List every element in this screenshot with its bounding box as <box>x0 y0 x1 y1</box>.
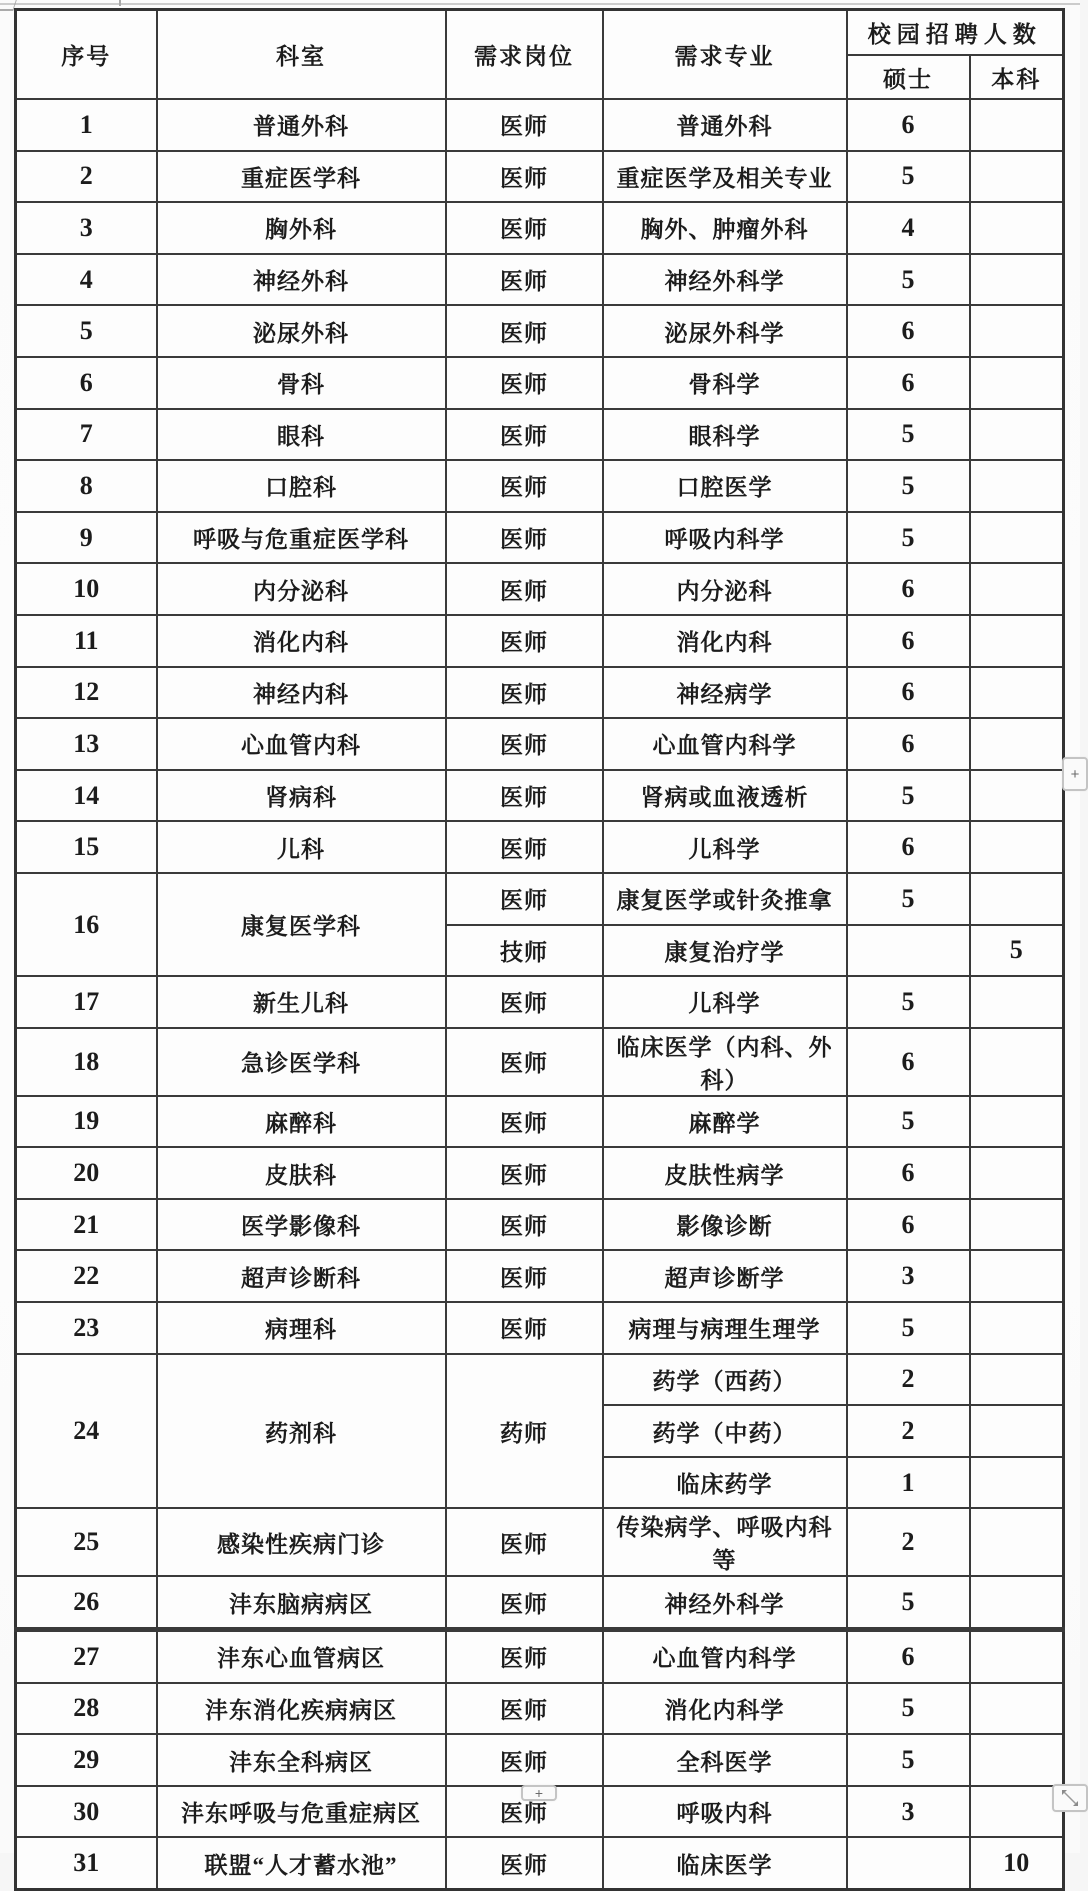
cell-no: 8 <box>16 460 157 512</box>
cell-dept: 消化内科 <box>157 615 446 667</box>
cell-dept: 麻醉科 <box>157 1096 446 1148</box>
cell-master: 6 <box>847 563 970 615</box>
scan-tick-artifact <box>119 0 121 6</box>
table-row <box>16 976 1064 1028</box>
cell-no: 18 <box>16 1028 157 1096</box>
cell-bachelor <box>970 1354 1064 1406</box>
cell-bachelor <box>970 1734 1064 1786</box>
cell-dept: 内分泌科 <box>157 563 446 615</box>
table-row <box>16 1683 1064 1735</box>
table-row <box>16 821 1064 873</box>
cell-dept: 胸外科 <box>157 202 446 254</box>
table-row <box>16 151 1064 203</box>
cell-dept: 重症医学科 <box>157 151 446 203</box>
cell-no: 10 <box>16 563 157 615</box>
cell-dept: 沣东脑病病区 <box>157 1576 446 1629</box>
table-row <box>16 357 1064 409</box>
cell-master: 4 <box>847 202 970 254</box>
cell-major: 消化内科学 <box>603 1683 847 1735</box>
cell-no: 26 <box>16 1576 157 1629</box>
cell-post: 医师 <box>446 1028 603 1096</box>
cell-post: 医师 <box>446 615 603 667</box>
cell-major: 超声诊断学 <box>603 1250 847 1302</box>
cell-master: 5 <box>847 1683 970 1735</box>
cell-post: 医师 <box>446 1147 603 1199</box>
cell-dept: 泌尿外科 <box>157 305 446 357</box>
header-master: 硕士 <box>847 55 970 99</box>
table-row <box>16 615 1064 667</box>
cell-bachelor <box>970 563 1064 615</box>
cell-dept: 眼科 <box>157 409 446 461</box>
cell-dept: 病理科 <box>157 1302 446 1354</box>
cell-bachelor: 10 <box>970 1837 1064 1889</box>
cell-post: 医师 <box>446 460 603 512</box>
cell-major: 皮肤性病学 <box>603 1147 847 1199</box>
cell-bachelor <box>970 151 1064 203</box>
table-row <box>16 409 1064 461</box>
cell-major: 肾病或血液透析 <box>603 770 847 822</box>
cell-master: 5 <box>847 409 970 461</box>
cell-bachelor <box>970 1147 1064 1199</box>
cell-no: 30 <box>16 1786 157 1838</box>
cell-post: 医师 <box>446 254 603 306</box>
cell-bachelor <box>970 615 1064 667</box>
cell-bachelor <box>970 718 1064 770</box>
cell-post: 医师 <box>446 202 603 254</box>
table-row <box>16 1250 1064 1302</box>
cell-major: 心血管内科学 <box>603 1630 847 1683</box>
cell-bachelor <box>970 202 1064 254</box>
add-row-button[interactable]: + <box>521 1785 557 1801</box>
cell-major: 胸外、肿瘤外科 <box>603 202 847 254</box>
cell-master <box>847 1837 970 1889</box>
cell-major: 康复医学或针灸推拿 <box>603 873 847 925</box>
cell-major: 内分泌科 <box>603 563 847 615</box>
cell-bachelor <box>970 1250 1064 1302</box>
cell-dept: 新生儿科 <box>157 976 446 1028</box>
cell-major: 药学（西药） <box>603 1354 847 1406</box>
table-header <box>16 10 1064 100</box>
cell-post: 医师 <box>446 667 603 719</box>
cell-master: 6 <box>847 718 970 770</box>
cell-master: 5 <box>847 1096 970 1148</box>
cell-master: 5 <box>847 254 970 306</box>
cell-no: 5 <box>16 305 157 357</box>
cell-dept: 医学影像科 <box>157 1199 446 1251</box>
cell-bachelor <box>970 1199 1064 1251</box>
cell-no: 11 <box>16 615 157 667</box>
cell-no: 29 <box>16 1734 157 1786</box>
table-row <box>16 1734 1064 1786</box>
cell-no: 15 <box>16 821 157 873</box>
cell-post: 医师 <box>446 151 603 203</box>
cell-master: 3 <box>847 1250 970 1302</box>
cell-post: 医师 <box>446 357 603 409</box>
cell-master: 6 <box>847 1147 970 1199</box>
cell-no: 16 <box>16 873 157 976</box>
cell-post: 医师 <box>446 873 603 925</box>
cell-no: 24 <box>16 1354 157 1509</box>
cell-dept: 皮肤科 <box>157 1147 446 1199</box>
cell-master: 5 <box>847 151 970 203</box>
cell-post: 医师 <box>446 1630 603 1683</box>
cell-dept: 儿科 <box>157 821 446 873</box>
cell-master: 5 <box>847 1576 970 1629</box>
cell-post: 医师 <box>446 409 603 461</box>
table-row <box>16 202 1064 254</box>
cell-master: 6 <box>847 305 970 357</box>
cell-master: 1 <box>847 1457 970 1509</box>
cell-bachelor <box>970 1683 1064 1735</box>
diagonal-resize-icon <box>1059 1788 1081 1808</box>
cell-major: 儿科学 <box>603 976 847 1028</box>
cell-bachelor <box>970 667 1064 719</box>
cell-no: 28 <box>16 1683 157 1735</box>
table-row <box>16 873 1064 925</box>
cell-bachelor <box>970 254 1064 306</box>
table-row <box>16 667 1064 719</box>
cell-no: 14 <box>16 770 157 822</box>
table-row <box>16 1199 1064 1251</box>
table-row <box>16 718 1064 770</box>
cell-dept: 康复医学科 <box>157 873 446 976</box>
cell-major: 呼吸内科 <box>603 1786 847 1838</box>
cell-post: 药师 <box>446 1354 603 1509</box>
cell-dept: 沣东消化疾病病区 <box>157 1683 446 1735</box>
cell-major: 全科医学 <box>603 1734 847 1786</box>
header-no: 序号 <box>16 10 157 100</box>
cell-no: 12 <box>16 667 157 719</box>
cell-major: 神经外科学 <box>603 254 847 306</box>
table-row <box>16 1147 1064 1199</box>
cell-post: 医师 <box>446 512 603 564</box>
cell-no: 31 <box>16 1837 157 1889</box>
table-row <box>16 563 1064 615</box>
cell-master: 5 <box>847 1734 970 1786</box>
cell-bachelor <box>970 1302 1064 1354</box>
cell-bachelor <box>970 873 1064 925</box>
cell-master: 3 <box>847 1786 970 1838</box>
cell-no: 22 <box>16 1250 157 1302</box>
add-column-button[interactable]: + <box>1062 757 1088 791</box>
cell-major: 病理与病理生理学 <box>603 1302 847 1354</box>
cell-major: 影像诊断 <box>603 1199 847 1251</box>
cell-post: 医师 <box>446 1683 603 1735</box>
cell-no: 3 <box>16 202 157 254</box>
cell-master <box>847 925 970 977</box>
cell-dept: 沣东全科病区 <box>157 1734 446 1786</box>
cell-dept: 感染性疾病门诊 <box>157 1508 446 1576</box>
table-row <box>16 1576 1064 1629</box>
cell-major: 临床医学（内科、外科） <box>603 1028 847 1096</box>
cell-master: 6 <box>847 615 970 667</box>
cell-major: 普通外科 <box>603 99 847 151</box>
cell-bachelor: 5 <box>970 925 1064 977</box>
cell-major: 心血管内科学 <box>603 718 847 770</box>
cell-bachelor <box>970 357 1064 409</box>
cell-dept: 药剂科 <box>157 1354 446 1509</box>
cell-dept: 肾病科 <box>157 770 446 822</box>
table-row <box>16 770 1064 822</box>
cell-master: 5 <box>847 460 970 512</box>
cell-post: 医师 <box>446 99 603 151</box>
cell-major: 神经外科学 <box>603 1576 847 1629</box>
cell-no: 23 <box>16 1302 157 1354</box>
cell-master: 6 <box>847 821 970 873</box>
cell-post: 医师 <box>446 1837 603 1889</box>
cell-master: 6 <box>847 99 970 151</box>
header-bachelor: 本科 <box>970 55 1064 99</box>
cell-major: 口腔医学 <box>603 460 847 512</box>
cell-major: 神经病学 <box>603 667 847 719</box>
table-row <box>16 1354 1064 1406</box>
cell-post: 医师 <box>446 821 603 873</box>
cell-bachelor <box>970 99 1064 151</box>
cell-dept: 神经外科 <box>157 254 446 306</box>
cell-major: 传染病学、呼吸内科等 <box>603 1508 847 1576</box>
cell-post: 医师 <box>446 1508 603 1576</box>
cell-no: 19 <box>16 1096 157 1148</box>
cell-master: 6 <box>847 1630 970 1683</box>
table-row <box>16 1028 1064 1096</box>
cell-major: 呼吸内科学 <box>603 512 847 564</box>
cell-major: 儿科学 <box>603 821 847 873</box>
cell-master: 6 <box>847 1199 970 1251</box>
cell-no: 21 <box>16 1199 157 1251</box>
cell-post: 技师 <box>446 925 603 977</box>
cell-no: 20 <box>16 1147 157 1199</box>
cell-post: 医师 <box>446 1786 603 1838</box>
table-row <box>16 512 1064 564</box>
cell-bachelor <box>970 409 1064 461</box>
cell-bachelor <box>970 512 1064 564</box>
cell-bachelor <box>970 1405 1064 1457</box>
cell-post: 医师 <box>446 976 603 1028</box>
cell-master: 5 <box>847 976 970 1028</box>
cell-master: 5 <box>847 873 970 925</box>
table-row <box>16 1096 1064 1148</box>
table-row <box>16 1837 1064 1889</box>
cell-bachelor <box>970 1508 1064 1576</box>
cell-no: 25 <box>16 1508 157 1576</box>
cell-master: 6 <box>847 357 970 409</box>
cell-post: 医师 <box>446 563 603 615</box>
table-row <box>16 99 1064 151</box>
cell-post: 医师 <box>446 1199 603 1251</box>
cell-dept: 沣东呼吸与危重症病区 <box>157 1786 446 1838</box>
cell-dept: 沣东心血管病区 <box>157 1630 446 1683</box>
cell-master: 6 <box>847 667 970 719</box>
cell-master: 2 <box>847 1508 970 1576</box>
cell-bachelor <box>970 770 1064 822</box>
cell-no: 13 <box>16 718 157 770</box>
cell-dept: 急诊医学科 <box>157 1028 446 1096</box>
cell-major: 临床医学 <box>603 1837 847 1889</box>
cell-bachelor <box>970 976 1064 1028</box>
cell-no: 6 <box>16 357 157 409</box>
cell-dept: 心血管内科 <box>157 718 446 770</box>
cell-major: 临床药学 <box>603 1457 847 1509</box>
cell-dept: 神经内科 <box>157 667 446 719</box>
recruitment-table <box>14 8 1065 1891</box>
cell-post: 医师 <box>446 718 603 770</box>
cell-major: 重症医学及相关专业 <box>603 151 847 203</box>
cell-bachelor <box>970 821 1064 873</box>
cell-no: 9 <box>16 512 157 564</box>
cell-master: 5 <box>847 512 970 564</box>
cell-post: 医师 <box>446 770 603 822</box>
header-recruit-count: 校园招聘人数 <box>847 10 1064 56</box>
cell-master: 5 <box>847 770 970 822</box>
cell-bachelor <box>970 1630 1064 1683</box>
cell-dept: 骨科 <box>157 357 446 409</box>
cell-major: 药学（中药） <box>603 1405 847 1457</box>
table-row <box>16 305 1064 357</box>
cell-no: 27 <box>16 1630 157 1683</box>
cell-dept: 超声诊断科 <box>157 1250 446 1302</box>
header-row-1 <box>16 10 1064 56</box>
cell-post: 医师 <box>446 1250 603 1302</box>
table-row <box>16 254 1064 306</box>
table-row <box>16 1630 1064 1683</box>
table-body <box>16 99 1064 1890</box>
cell-dept: 联盟“人才蓄水池” <box>157 1837 446 1889</box>
cell-dept: 普通外科 <box>157 99 446 151</box>
cell-major: 麻醉学 <box>603 1096 847 1148</box>
header-dept: 科室 <box>157 10 446 100</box>
cell-master: 2 <box>847 1405 970 1457</box>
cell-major: 消化内科 <box>603 615 847 667</box>
cell-major: 泌尿外科学 <box>603 305 847 357</box>
cell-bachelor <box>970 1457 1064 1509</box>
cell-post: 医师 <box>446 1734 603 1786</box>
cell-major: 眼科学 <box>603 409 847 461</box>
cell-post: 医师 <box>446 1302 603 1354</box>
cell-post: 医师 <box>446 1096 603 1148</box>
table-resize-handle[interactable] <box>1052 1784 1088 1812</box>
cell-no: 4 <box>16 254 157 306</box>
table-row <box>16 1302 1064 1354</box>
cell-bachelor <box>970 1786 1064 1838</box>
cell-bachelor <box>970 460 1064 512</box>
cell-bachelor <box>970 1028 1064 1096</box>
cell-no: 2 <box>16 151 157 203</box>
cell-major: 康复治疗学 <box>603 925 847 977</box>
cell-major: 骨科学 <box>603 357 847 409</box>
cell-no: 1 <box>16 99 157 151</box>
cell-dept: 口腔科 <box>157 460 446 512</box>
cell-bachelor <box>970 305 1064 357</box>
cell-post: 医师 <box>446 305 603 357</box>
table-row <box>16 1508 1064 1576</box>
cell-bachelor <box>970 1576 1064 1629</box>
cell-master: 2 <box>847 1354 970 1406</box>
header-post: 需求岗位 <box>446 10 603 100</box>
cell-no: 17 <box>16 976 157 1028</box>
cell-post: 医师 <box>446 1576 603 1629</box>
top-hairline <box>0 3 1080 5</box>
cell-no: 7 <box>16 409 157 461</box>
cell-master: 5 <box>847 1302 970 1354</box>
table-row <box>16 460 1064 512</box>
cell-bachelor <box>970 1096 1064 1148</box>
cell-dept: 呼吸与危重症医学科 <box>157 512 446 564</box>
header-major: 需求专业 <box>603 10 847 100</box>
cell-master: 6 <box>847 1028 970 1096</box>
